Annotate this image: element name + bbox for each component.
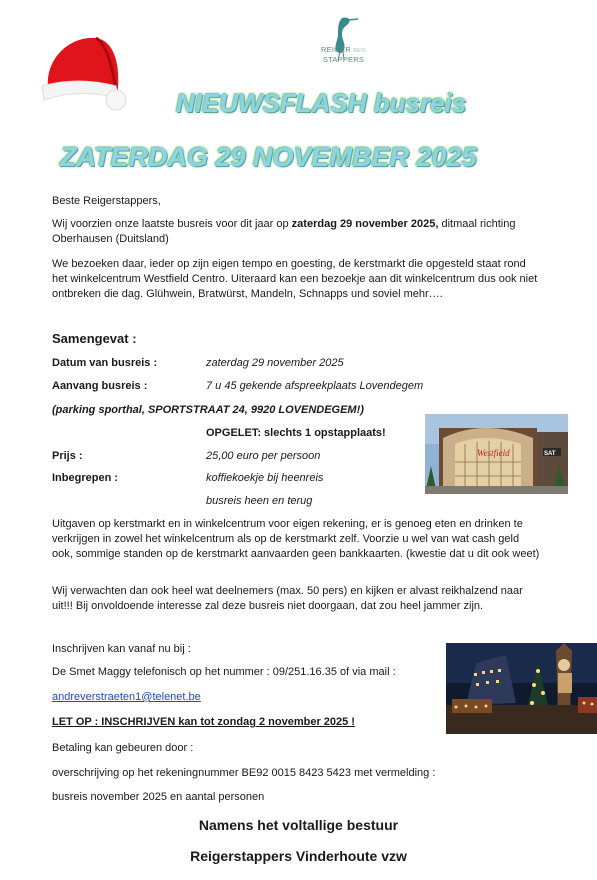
intro-paragraph: Wij voorzien onze laatste busreis voor dit jaar op zaterdag 29 november 2025, ditmaal richting Oberhausen (Duitsland) <box>52 218 516 245</box>
visit-paragraph: We bezoeken daar, ieder op zijn eigen tempo en goesting, de kerstmarkt die opgesteld staat rond het winkelcentrum Westfield Centro. Uiteraard kan een bezoekje aan dit winkelcentrum dus ook niet ontbreken die dag. Glühwein, Bratwürst, Mandeln, Schnapps und soviel mehr…. <box>52 258 538 300</box>
santa-hat-icon <box>38 30 130 114</box>
date-label: Datum van busreis : <box>52 357 158 369</box>
included-label: Inbegrepen : <box>52 472 119 484</box>
warning-text: OPGELET: slechts 1 opstapplaats! <box>206 427 386 439</box>
start-label: Aanvang busreis : <box>52 380 148 392</box>
deadline-notice: LET OP : INSCHRIJVEN kan tot zondag 2 november 2025 ! <box>52 716 355 728</box>
footer-board: Namens het voltallige bestuur <box>198 817 399 833</box>
included-item: busreis heen en terug <box>206 495 313 507</box>
footer-organisation: Reigerstappers Vinderhoute vzw <box>190 848 407 864</box>
logo-text-line2: STAPPERS <box>323 55 365 64</box>
sat-sign: SAT <box>544 451 556 457</box>
date-headline: ZATERDAG 29 NOVEMBER 2025 <box>60 142 477 172</box>
payment-note: busreis november 2025 en aantal personen <box>52 791 265 803</box>
email-link[interactable]: andreverstraeten1@telenet.be <box>52 691 201 703</box>
price-value: 25,00 euro per persoon <box>206 450 321 462</box>
register-contact: De Smet Maggy telefonisch op het nummer : 09/251.16.35 of via mail : <box>52 666 396 678</box>
greeting: Beste Reigerstappers, <box>52 195 161 207</box>
costs-paragraph: Uitgaven op kerstmarkt en in winkelcentrum voor eigen rekening, er is genoeg eten en drinken te verkrijgen in zowel het winkelcentrum als op de kerstmarkt zelf. Voorzie u wel van wat cash geld ook, sommige standen op de kerstmarkt aanvaarden geen bankkaarten. (kwestie dat u dit ook weet) <box>52 518 540 560</box>
register-intro: Inschrijven kan vanaf nu bij : <box>52 643 191 655</box>
westfield-sign: Westfield <box>477 448 510 458</box>
price-label: Prijs : <box>52 450 83 462</box>
christmas-market-photo <box>446 643 597 734</box>
expect-paragraph: Wij verwachten dan ook heel wat deelnemers (max. 50 pers) en kijken er alvast reikhalzend naar uit!!! Bij onvoldoende interesse zal deze busreis niet doorgaan, dat zou heel jammer zijn. <box>52 585 523 612</box>
logo-text-line1: REIGER REIS <box>321 45 366 54</box>
start-value: 7 u 45 gekende afspreekplaats Lovendegem <box>206 380 424 392</box>
summary-heading: Samengevat : <box>52 331 137 346</box>
payment-intro: Betaling kan gebeuren door : <box>52 742 194 754</box>
westfield-centro-photo <box>425 414 568 494</box>
payment-transfer: overschrijving op het rekeningnummer BE92 0015 8423 5423 met vermelding : <box>52 767 436 779</box>
parking-info: (parking sporthal, SPORTSTRAAT 24, 9920 LOVENDEGEM!) <box>52 404 364 416</box>
headline: NIEUWSFLASH busreis <box>176 88 467 118</box>
date-value: zaterdag 29 november 2025 <box>206 357 344 369</box>
included-item: koffiekoekje bij heenreis <box>206 472 324 484</box>
